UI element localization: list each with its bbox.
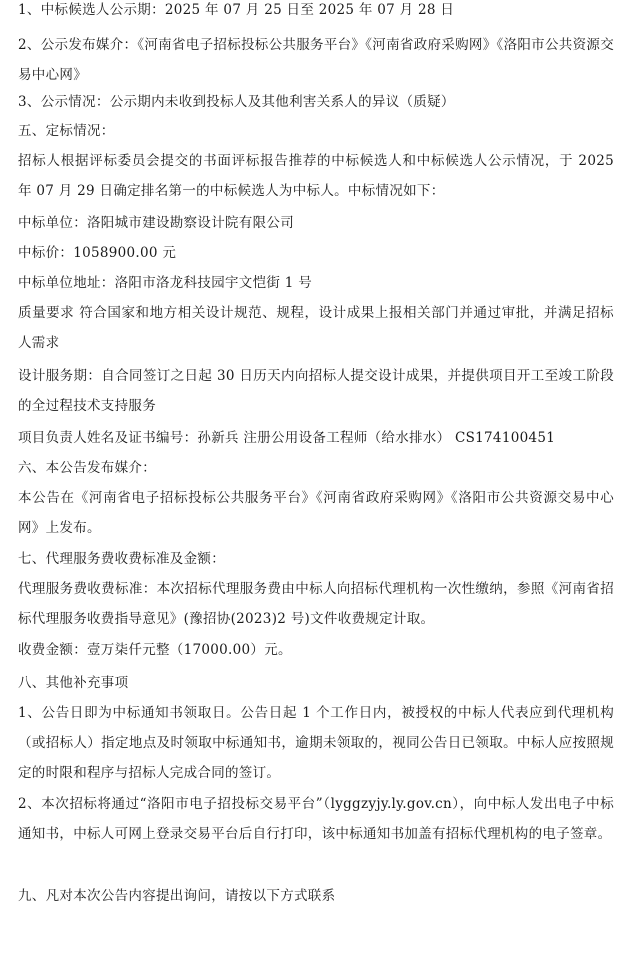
winning-price-line: 中标价：1058900.00 元 bbox=[18, 245, 177, 261]
winning-bidder-address-line: 中标单位地址：洛阳市洛龙科技园宇文恺街 1 号 bbox=[18, 275, 313, 291]
publicity-period-line: 1、中标候选人公示期：2025 年 07 月 25 日至 2025 年 07 月 28 日 bbox=[18, 2, 455, 18]
fee-amount-line: 收费金额：壹万柒仟元整（17000.00）元。 bbox=[18, 642, 292, 658]
service-period-paragraph: 设计服务期：自合同签订之日起 30 日历天内向招标人提交设计成果，并提供项目开工至竣工阶段的全过程技术支持服务 bbox=[18, 368, 614, 414]
quality-requirement-paragraph: 质量要求 符合国家和地方相关设计规范、规程，设计成果上报相关部门并通过审批，并满足招标人需求 bbox=[18, 305, 614, 351]
publication-media-paragraph: 本公告在《河南省电子招标投标公共服务平台》《河南省政府采购网》《洛阳市公共资源交易中心网》上发布。 bbox=[18, 490, 614, 536]
section-heading-media: 六、本公告发布媒介： bbox=[18, 460, 156, 476]
project-manager-line: 项目负责人姓名及证书编号：孙新兵 注册公用设备工程师（给水排水） CS174100451 bbox=[18, 430, 556, 446]
notice-collection-paragraph: 1、公告日即为中标通知书领取日。公告日起 1 个工作日内，被授权的中标人代表应到代理机构（或招标人）指定地点及时领取中标通知书，逾期未领取的，视同公告日已领取。中标人应按照规定的时限和程序与招标人完成合同的签订。 bbox=[18, 705, 614, 781]
section-heading-award: 五、定标情况： bbox=[18, 123, 115, 139]
section-heading-contact: 九、凡对本次公告内容提出询问，请按以下方式联系 bbox=[18, 888, 336, 904]
winning-bidder-line: 中标单位：洛阳城市建设勘察设计院有限公司 bbox=[18, 215, 294, 231]
section-heading-fee: 七、代理服务费收费标准及金额： bbox=[18, 551, 225, 567]
electronic-notice-paragraph: 2、本次招标将通过“洛阳市电子招投标交易平台”（lyggzyjy.ly.gov.cn），向中标人发出电子中标通知书，中标人可网上登录交易平台后自行打印，该中标通知书加盖有招标代理机构的电子签章。 bbox=[18, 796, 614, 842]
publicity-media-line: 2、公示发布媒介：《河南省电子招标投标公共服务平台》《河南省政府采购网》《洛阳市公共资源交易中心网》 bbox=[18, 37, 614, 83]
agency-fee-paragraph: 代理服务费收费标准：本次招标代理服务费由中标人向招标代理机构一次性缴纳，参照《河南省招标代理服务收费指导意见》(豫招协(2023)2 号)文件收费规定计取。 bbox=[18, 581, 614, 627]
section-heading-supplement: 八、其他补充事项 bbox=[18, 675, 129, 691]
publicity-result-line: 3、公示情况：公示期内未收到投标人及其他利害关系人的异议（质疑） bbox=[18, 94, 455, 110]
award-decision-paragraph: 招标人根据评标委员会提交的书面评标报告推荐的中标候选人和中标候选人公示情况，于 2025 年 07 月 29 日确定排名第一的中标候选人为中标人。中标情况如下： bbox=[18, 153, 614, 199]
